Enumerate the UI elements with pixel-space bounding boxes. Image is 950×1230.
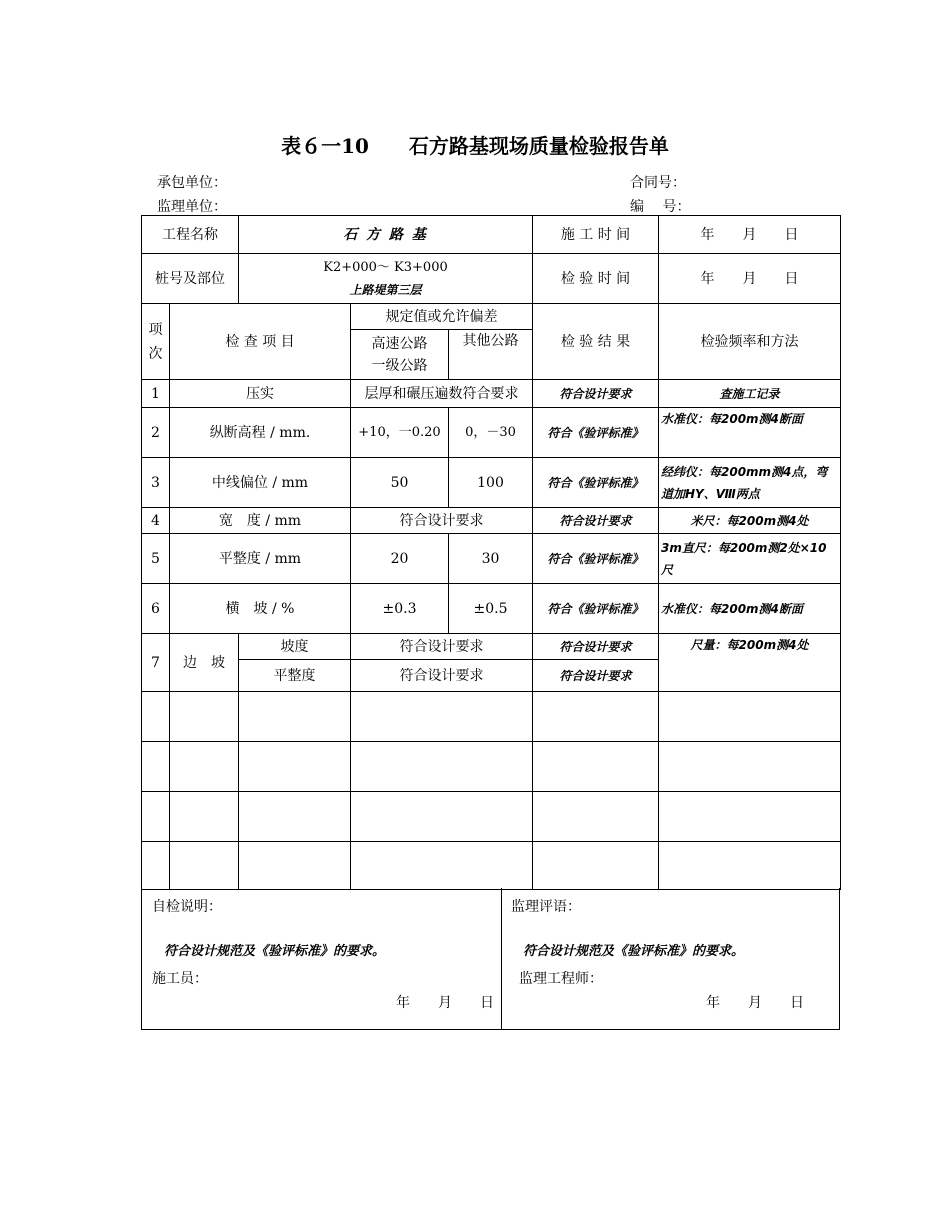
row-result: 符合《验评标准》 xyxy=(533,584,659,634)
highway-header-1: 高速公路 xyxy=(371,335,428,352)
inspection-table xyxy=(141,215,841,890)
row-number: 1 xyxy=(142,380,170,408)
item-header: 检 查 项 目 xyxy=(170,304,351,380)
station-layer: 上路堤第三层 xyxy=(349,282,422,297)
table-row xyxy=(142,534,841,584)
row-highway: +10，一0.20 xyxy=(351,408,449,458)
result-header: 检 验 结 果 xyxy=(533,304,659,380)
seq-header-1: 项 xyxy=(148,321,163,338)
empty-row xyxy=(142,742,841,792)
highway-header-2: 一级公路 xyxy=(371,357,428,374)
row-other: 30 xyxy=(449,534,533,584)
engineer-label: 监理工程师： xyxy=(519,971,603,987)
row-result: 符合设计要求 xyxy=(533,660,659,692)
row-item: 横 坡 / % xyxy=(170,584,351,634)
row-spec: 符合设计要求 xyxy=(351,660,533,692)
row-result: 符合设计要求 xyxy=(533,634,659,660)
table-row xyxy=(142,458,841,508)
method-header: 检验频率和方法 xyxy=(659,304,841,380)
row-spec: 符合设计要求 xyxy=(351,634,533,660)
row-item: 压实 xyxy=(170,380,351,408)
construction-time-value: 年 月 日 xyxy=(659,216,841,254)
spec-header: 规定值或允许偏差 xyxy=(351,304,533,330)
row-item: 中线偏位 / mm xyxy=(170,458,351,508)
seq-header-2: 次 xyxy=(148,345,163,362)
worker-date: 年 月 日 xyxy=(396,995,494,1011)
row-spec: 层厚和碾压遍数符合要求 xyxy=(351,380,533,408)
table-number: 表６一10 xyxy=(281,134,369,158)
project-name-label: 工程名称 xyxy=(142,216,239,254)
supervision-text: 符合设计规范及《验评标准》的要求。 xyxy=(523,944,745,959)
row-result: 符合《验评标准》 xyxy=(533,534,659,584)
inspection-time-value: 年 月 日 xyxy=(659,254,841,304)
self-check-label: 自检说明： xyxy=(152,899,222,915)
row-item: 边 坡 xyxy=(170,634,239,692)
station-value xyxy=(239,254,533,304)
row-subitem: 平整度 xyxy=(239,660,351,692)
station-label: 桩号及部位 xyxy=(142,254,239,304)
table-row xyxy=(142,508,841,534)
remarks-section xyxy=(141,888,840,1030)
row-other: 100 xyxy=(449,458,533,508)
row-method: 尺量：每200m测4处 xyxy=(659,634,841,692)
construction-time-label: 施 工 时 间 xyxy=(533,216,659,254)
empty-row xyxy=(142,692,841,742)
row-method: 水准仪：每200m测4断面 xyxy=(659,584,841,634)
other-header: 其他公路 xyxy=(449,330,533,380)
station-range: K2+000～ K3+000 xyxy=(323,259,448,275)
table-name: 石方路基现场质量检验报告单 xyxy=(408,134,669,158)
project-name-row xyxy=(142,216,841,254)
project-name-value: 石 方 路 基 xyxy=(239,216,533,254)
row-result: 符合《验评标准》 xyxy=(533,458,659,508)
empty-row xyxy=(142,792,841,842)
row-number: 2 xyxy=(142,408,170,458)
contractor-label: 承包单位： xyxy=(157,175,227,191)
self-check-text: 符合设计规范及《验评标准》的要求。 xyxy=(164,944,386,959)
row-highway: 50 xyxy=(351,458,449,508)
engineer-date: 年 月 日 xyxy=(706,995,804,1011)
row-number: 3 xyxy=(142,458,170,508)
page-title xyxy=(0,130,950,159)
table-row xyxy=(142,584,841,634)
row-number: 7 xyxy=(142,634,170,692)
table-row xyxy=(142,380,841,408)
row-number: 5 xyxy=(142,534,170,584)
row-other: 0，－30 xyxy=(449,408,533,458)
supervisor-label: 监理单位： xyxy=(157,199,227,215)
remarks-divider xyxy=(501,888,502,1030)
row-result: 符合设计要求 xyxy=(533,380,659,408)
row-number: 4 xyxy=(142,508,170,534)
table-row xyxy=(142,634,841,660)
row-result: 符合《验评标准》 xyxy=(533,408,659,458)
row-number: 6 xyxy=(142,584,170,634)
row-subitem: 坡度 xyxy=(239,634,351,660)
highway-header xyxy=(351,330,449,380)
row-spec: 符合设计要求 xyxy=(351,508,533,534)
empty-row xyxy=(142,842,841,890)
row-method: 水准仪：每200m测4断面 xyxy=(659,408,841,458)
seq-header xyxy=(142,304,170,380)
contract-no-label: 合同号： xyxy=(630,175,686,191)
row-highway: ±0.3 xyxy=(351,584,449,634)
serial-label: 编 号： xyxy=(630,199,691,215)
table-row xyxy=(142,408,841,458)
row-highway: 20 xyxy=(351,534,449,584)
row-item: 宽 度 / mm xyxy=(170,508,351,534)
row-result: 符合设计要求 xyxy=(533,508,659,534)
supervision-label: 监理评语： xyxy=(511,899,581,915)
inspection-time-label: 检 验 时 间 xyxy=(533,254,659,304)
row-item: 平整度 / mm xyxy=(170,534,351,584)
row-method: 3m直尺：每200m测2处×10尺 xyxy=(659,534,841,584)
row-method: 经纬仪：每200mm测4点，弯道加HY、Ⅷ两点 xyxy=(659,458,841,508)
row-method: 查施工记录 xyxy=(659,380,841,408)
worker-label: 施工员： xyxy=(152,971,208,987)
row-item: 纵断高程 / mm. xyxy=(170,408,351,458)
column-header-row-1 xyxy=(142,304,841,330)
row-other: ±0.5 xyxy=(449,584,533,634)
row-method: 米尺：每200m测4处 xyxy=(659,508,841,534)
station-row xyxy=(142,254,841,304)
